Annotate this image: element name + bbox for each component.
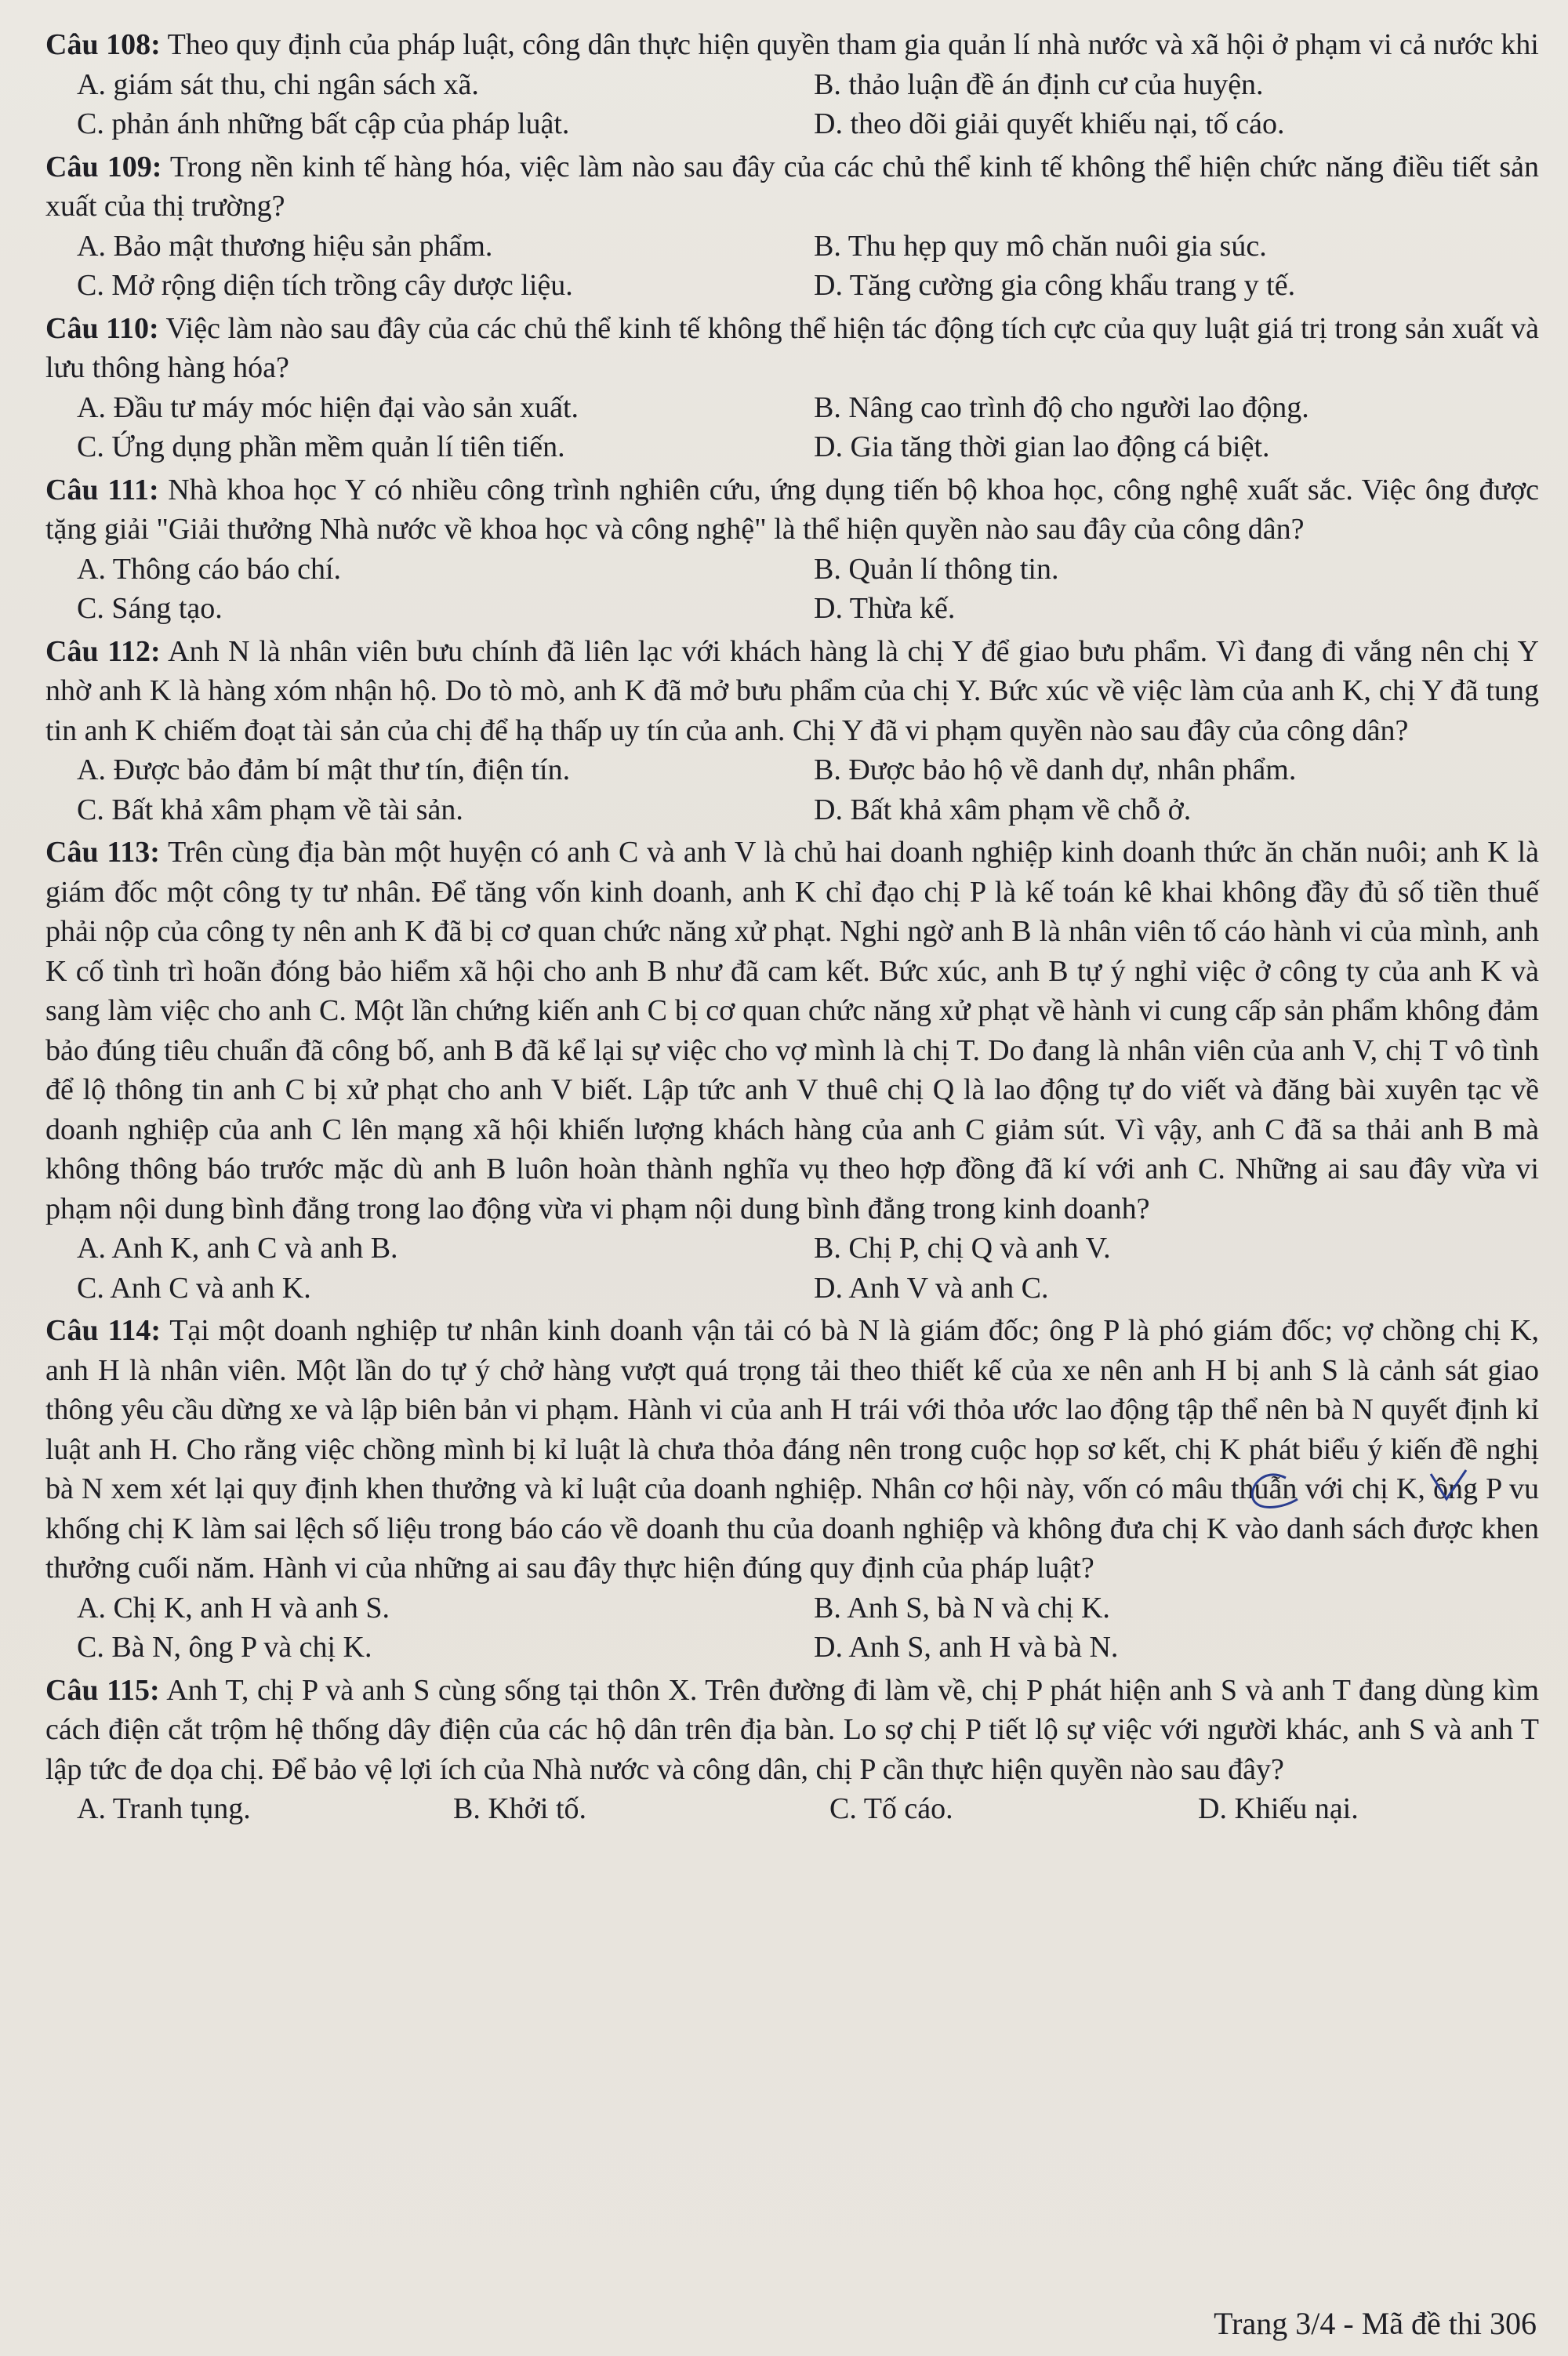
option-a[interactable]: A. Tranh tụng. [77,1792,251,1825]
option-c[interactable]: C. Ứng dụng phần mềm quản lí tiên tiến. [77,430,565,463]
option-d[interactable]: D. Khiếu nại. [1198,1792,1359,1825]
option-d[interactable]: D. Tăng cường gia công khẩu trang y tế. [814,269,1296,302]
question-113 [45,833,1539,1308]
question-stem: Theo quy định của pháp luật, công dân thực hiện quyền tham gia quản lí nhà nước và xã hội ở phạm vi cả nước khi [167,28,1539,61]
option-a[interactable]: A. Được bảo đảm bí mật thư tín, điện tín. [77,753,571,786]
question-108 [45,25,1539,144]
option-b[interactable]: B. Khởi tố. [453,1792,587,1825]
option-b[interactable]: B. thảo luận đề án định cư của huyện. [814,67,1264,101]
option-d[interactable]: D. Anh S, anh H và bà N. [814,1631,1119,1664]
question-label: Câu 108: [45,28,161,61]
options [45,388,1539,467]
question-110 [45,309,1539,467]
option-d[interactable]: D. theo dõi giải quyết khiếu nại, tố cáo. [814,107,1285,140]
options [45,550,1539,629]
option-d[interactable]: D. Gia tăng thời gian lao động cá biệt. [814,430,1270,463]
option-a[interactable]: A. Đầu tư máy móc hiện đại vào sản xuất. [77,390,579,424]
question-label: Câu 110: [45,311,159,345]
option-a[interactable]: A. Thông cáo báo chí. [77,552,342,586]
option-d[interactable]: D. Anh V và anh C. [814,1271,1049,1305]
options [45,1789,1539,1829]
option-c[interactable]: C. Sáng tạo. [77,592,223,625]
question-label: Câu 115: [45,1673,160,1707]
page-footer: Trang 3/4 - Mã đề thi 306 [1214,2306,1537,2341]
option-b[interactable]: B. Thu hẹp quy mô chăn nuôi gia súc. [814,229,1267,263]
question-stem: Tại một doanh nghiệp tư nhân kinh doanh vận tải có bà N là giám đốc; ông P là phó giám đốc; vợ chồng chị K, anh H là nhân viên. Một lần do tự ý chở hàng vượt quá trọng tải theo thiết kế của xe nên anh H bị anh S là cảnh sát giao thông yêu cầu dừng xe và lập biên bản vi phạm. Hành vi của anh H trái với thỏa ước lao động tập thể nên bà N quyết định kỉ luật anh H. Cho rằng việc chồng mình bị kỉ luật là chưa thỏa đáng nên trong cuộc họp sơ kết, chị K phát biểu ý kiến đề nghị bà N xem xét lại quy định khen thưởng và kỉ luật của doanh nghiệp. Nhân cơ hội này, vốn có mâu thuẫn với chị K, ông P vu khống chị K làm sai lệch số liệu trong báo cáo về doanh thu của doanh nghiệp và không đưa chị K vào danh sách được khen thưởng cuối năm. Hành vi của những ai sau đây thực hiện đúng quy định của pháp luật? [45,1314,1539,1585]
option-b[interactable]: B. Nâng cao trình độ cho người lao động. [814,390,1309,424]
option-a[interactable]: A. Chị K, anh H và anh S. [77,1591,390,1625]
option-c[interactable]: C. phản ánh những bất cập của pháp luật. [77,107,570,140]
option-c[interactable]: C. Bà N, ông P và chị K. [77,1631,372,1664]
question-stem: Trên cùng địa bàn một huyện có anh C và anh V là chủ hai doanh nghiệp kinh doanh thức ăn chăn nuôi; anh K là giám đốc một công ty tư nhân. Để tăng vốn kinh doanh, anh K chỉ đạo chị P là kế toán kê khai không đầy đủ số tiền thuế phải nộp của công ty nên anh K đã bị cơ quan chức năng xử phạt. Nghi ngờ anh B là nhân viên tố cáo hành vi của mình, anh K cố tình trì hoãn đóng bảo hiểm xã hội cho anh B như đã cam kết. Bức xúc, anh B tự ý nghỉ việc ở công ty của anh K và sang làm việc cho anh C. Một lần chứng kiến anh C bị cơ quan chức năng xử phạt về hành vi cung cấp sản phẩm không đảm bảo đúng tiêu chuẩn đã công bố, anh B đã kể lại sự việc cho vợ mình là chị T. Do đang là nhân viên của anh V, chị T vô tình để lộ thông tin anh C bị xử phạt cho anh V biết. Lập tức anh V thuê chị Q là lao động tự do viết và đăng bài xuyên tạc về doanh nghiệp của anh C lên mạng xã hội khiến lượng khách hàng của anh C giảm sút. Vì vậy, anh C đã sa thải anh B mà không thông báo trước mặc dù anh B luôn hoàn thành nghĩa vụ theo hợp đồng đã kí với anh C. Những ai sau đây vừa vi phạm nội dung bình đẳng trong lao động vừa vi phạm nội dung bình đẳng trong kinh doanh? [45,836,1539,1225]
option-a[interactable]: A. giám sát thu, chi ngân sách xã. [77,67,479,101]
options [45,750,1539,830]
question-stem: Anh N là nhân viên bưu chính đã liên lạc với khách hàng là chị Y để giao bưu phẩm. Vì đang đi vắng nên chị Y nhờ anh K là hàng xóm nhận hộ. Do tò mò, anh K đã mở bưu phẩm của chị Y. Bức xúc về việc làm của anh K, chị Y đã tung tin anh K chiếm đoạt tài sản của chị để hạ thấp uy tín của anh. Chị Y đã vi phạm quyền nào sau đây của công dân? [45,634,1539,747]
option-c[interactable]: C. Anh C và anh K. [77,1271,311,1305]
question-109 [45,147,1539,306]
option-b[interactable]: B. Được bảo hộ về danh dự, nhân phẩm. [814,753,1297,786]
options [45,227,1539,306]
option-b[interactable]: B. Anh S, bà N và chị K. [814,1591,1110,1625]
option-c[interactable]: C. Tố cáo. [829,1792,953,1825]
question-label: Câu 114: [45,1314,161,1347]
option-b[interactable]: B. Chị P, chị Q và anh V. [814,1232,1111,1265]
question-111 [45,470,1539,629]
question-label: Câu 113: [45,836,160,869]
question-list [45,25,1539,1832]
option-c[interactable]: C. Mở rộng diện tích trồng cây dược liệu. [77,269,573,302]
question-stem: Anh T, chị P và anh S cùng sống tại thôn X. Trên đường đi làm về, chị P phát hiện anh S và anh T đang dùng kìm cách điện cắt trộm hệ thống dây điện của các hộ dân trên địa bàn. Lo sợ chị P tiết lộ sự việc với người khác, anh S và anh T lập tức đe dọa chị. Để bảo vệ lợi ích của Nhà nước và công dân, chị P cần thực hiện quyền nào sau đây? [45,1673,1539,1786]
option-a[interactable]: A. Anh K, anh C và anh B. [77,1232,398,1265]
question-label: Câu 109: [45,150,162,183]
option-b[interactable]: B. Quản lí thông tin. [814,552,1059,586]
question-112 [45,632,1539,830]
options [45,1588,1539,1668]
question-label: Câu 112: [45,634,161,668]
question-stem: Nhà khoa học Y có nhiều công trình nghiên cứu, ứng dụng tiến bộ khoa học, công nghệ xuất sắc. Việc ông được tặng giải "Giải thưởng Nhà nước về khoa học và công nghệ" là thể hiện quyền nào sau đây của công dân? [45,473,1540,546]
option-d[interactable]: D. Thừa kế. [814,592,956,625]
option-d[interactable]: D. Bất khả xâm phạm về chỗ ở. [814,793,1192,826]
option-a[interactable]: A. Bảo mật thương hiệu sản phẩm. [77,229,493,263]
question-stem: Việc làm nào sau đây của các chủ thể kinh tế không thể hiện tác động tích cực của quy luật giá trị trong sản xuất và lưu thông hàng hóa? [45,311,1539,384]
options [45,65,1539,144]
question-label: Câu 111: [45,473,159,506]
question-115 [45,1671,1539,1829]
options [45,1229,1539,1308]
option-c[interactable]: C. Bất khả xâm phạm về tài sản. [77,793,463,826]
question-114 [45,1311,1539,1668]
question-stem: Trong nền kinh tế hàng hóa, việc làm nào sau đây của các chủ thể kinh tế không thể hiện chức năng điều tiết sản xuất của thị trường? [45,150,1539,223]
